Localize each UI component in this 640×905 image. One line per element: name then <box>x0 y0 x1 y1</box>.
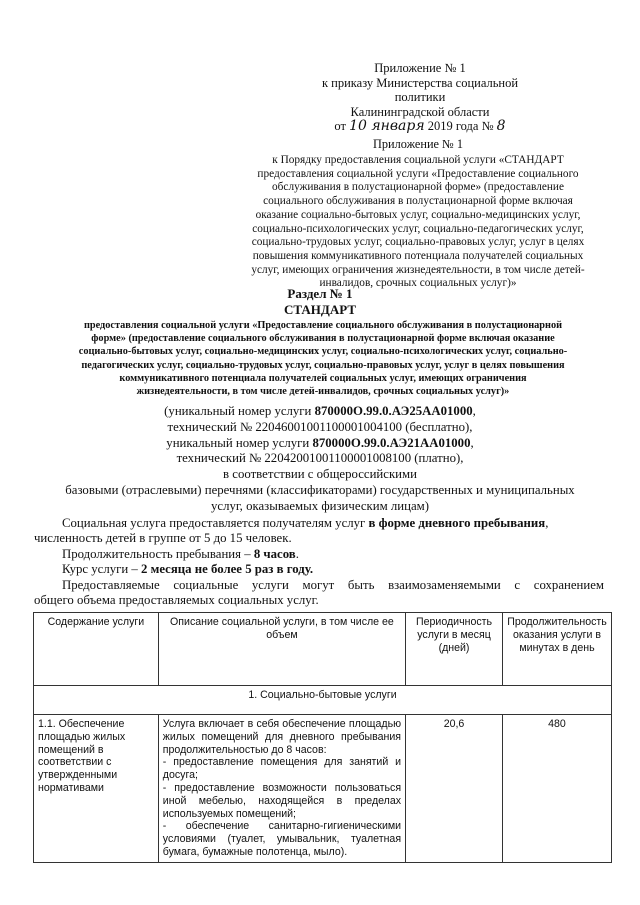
paragraph-interchange: Предоставляемые социальные услуги могут быть взаимозаменяемыми с сохранением <box>62 578 604 592</box>
standard-line: жизнедеятельности, в том числе детей-инвалидов, срочных социальных услуг)» <box>136 386 510 398</box>
id-punct: , <box>472 404 476 418</box>
header-cell-duration: Продолжительность оказания услуги в минутах в день <box>502 613 611 686</box>
standard-line: форме» (предоставление социального обслуживания в полустационарной форме включая оказание <box>91 333 555 345</box>
para-bold: в форме дневного пребывания <box>368 516 546 530</box>
para-bold: 8 часов <box>253 547 296 561</box>
appendix-procedure-line: к Порядку предоставления социальной услуги «СТАНДАРТ <box>272 154 564 166</box>
para-text: Продолжительность пребывания – <box>62 547 254 561</box>
header-cell-content: Содержание услуги <box>34 613 159 686</box>
appendix-procedure-line: инвалидов, срочных социальных услуг)» <box>319 277 517 290</box>
appendix-procedure-line: социального обслуживания в полустационарной форме включая <box>263 195 573 208</box>
id-punct: , <box>470 435 474 450</box>
description-item: - предоставление помещения для занятий и досуга; <box>162 756 402 782</box>
appendix-procedure-line: оказание социально-бытовых услуг, социально-медицинских услуг, <box>255 208 581 221</box>
paragraph-duration <box>62 547 602 562</box>
table-row <box>34 715 612 863</box>
table-header-row <box>34 613 612 686</box>
standard-description <box>32 319 614 398</box>
para-bold: 2 месяца не более 5 раз в году. <box>141 562 314 576</box>
paragraph-group-size: численность детей в группе от 5 до 15 человек. <box>34 531 292 545</box>
duration-cell: 480 <box>502 715 611 863</box>
unique-number-line-1 <box>40 404 600 420</box>
service-identifiers <box>40 404 600 515</box>
header-cell-frequency: Периодичность услуги в месяц (дней) <box>406 613 503 686</box>
id-label: (уникальный номер услуги <box>164 404 315 418</box>
appendix-line: Приложение № 1 <box>374 61 466 75</box>
date-suffix: 2019 года № <box>427 119 494 133</box>
appendix-procedure-title: Приложение № 1 <box>372 137 464 151</box>
classifier-line: в соответствии с общероссийскими <box>223 467 417 482</box>
standard-title: СТАНДАРТ <box>283 302 356 317</box>
standard-line: социально-бытовых услуг, социально-медицинских услуг, социально-психологических услуг, социально- <box>78 346 568 358</box>
technical-number-free: технический № 220460010011000010041​00 (бесплатно), <box>167 419 473 434</box>
para-text: Курс услуги – <box>62 562 142 576</box>
standard-line: педагогических услуг, социально-трудовых услуг, социально-правовых услуг, услуг в целях повышения <box>81 359 565 371</box>
id-label: уникальный номер услуги <box>166 435 313 450</box>
service-name-cell: 1.1. Обеспечение площадью жилых помещений в соответствии с утвержденными нормативами <box>34 715 159 863</box>
service-description-cell <box>158 715 405 863</box>
standard-line: предоставления социальной услуги «Предоставление социального обслуживания в полустационарной <box>83 320 563 331</box>
table-category-row <box>34 686 612 715</box>
paragraph-interchange-end: общего объема предоставляемых социальных услуг. <box>34 593 319 607</box>
appendix-procedure-line: повышения коммуникативного потенциала получателей социальных <box>252 249 584 262</box>
description-item: - предоставление возможности пользоваться иной мебелью, находящейся в пределах используемых помещений; <box>162 781 402 820</box>
frequency-cell: 20,6 <box>406 715 503 863</box>
appendix-procedure-line: социально-психологических услуг, социально-педагогических услуг, <box>252 222 584 235</box>
header-cell-description: Описание социальной услуги, в том числе ее объем <box>158 613 405 686</box>
paragraph-form <box>34 516 604 531</box>
unique-number-paid: 870000О.99.0.АЭ21АА01000 <box>312 435 471 450</box>
description-item: Услуга включает в себя обеспечение площадью жилых помещений для дневного пребывания продолжительностью до 8 часов: <box>162 718 402 756</box>
category-cell: 1. Социально-бытовые услуги <box>34 686 612 715</box>
appendix-procedure-line: обслуживания в полустационарной форме» (предоставление <box>272 181 564 194</box>
handwritten-number: 8 <box>496 118 506 134</box>
appendix-procedure-line: услуг, имеющих ограничения жизнедеятельности, в том числе детей- <box>251 263 585 276</box>
standard-line: коммуникативного потенциала получателей социальных услуг, имеющих ограничения <box>119 372 527 384</box>
section-title: Раздел № 1 <box>287 286 353 301</box>
classifier-line: услуг, оказываемых физическим лицам) <box>211 498 429 513</box>
date-prefix: от <box>334 119 346 133</box>
handwritten-date: 10 января <box>349 118 425 134</box>
para-text: . <box>295 547 299 561</box>
description-item: - обеспечение санитарно-гигиеническими условиями (туалет, умывальник, туалетная бумага, бумажные полотенца, мыло). <box>162 820 402 858</box>
unique-number-line-2 <box>40 436 600 452</box>
unique-number-free: 870000О.99.0.АЭ25АА01000 <box>314 404 473 418</box>
classifier-line: базовыми (отраслевыми) перечнями (классификаторами) государственных и муниципальных <box>65 482 575 497</box>
services-table <box>33 612 612 863</box>
appendix-line: к приказу Министерства социальной политики <box>321 75 519 104</box>
appendix-line: Калининградской области <box>350 104 490 119</box>
technical-number-paid: технический № 220420010011000010081​00 (платно), <box>176 451 464 466</box>
para-text: Социальная услуга предоставляется получателям услуг <box>62 516 369 530</box>
paragraph-course <box>62 562 602 577</box>
appendix-procedure-line: предоставления социальной услуги «Предоставление социального <box>257 167 579 180</box>
appendix-header <box>300 61 540 134</box>
appendix-procedure-line: социально-трудовых услуг, социально-правовых услуг, услуг в целях <box>251 236 585 249</box>
appendix-procedure-header <box>238 137 598 291</box>
para-text: , <box>545 516 549 530</box>
appendix-date-line <box>300 119 540 134</box>
